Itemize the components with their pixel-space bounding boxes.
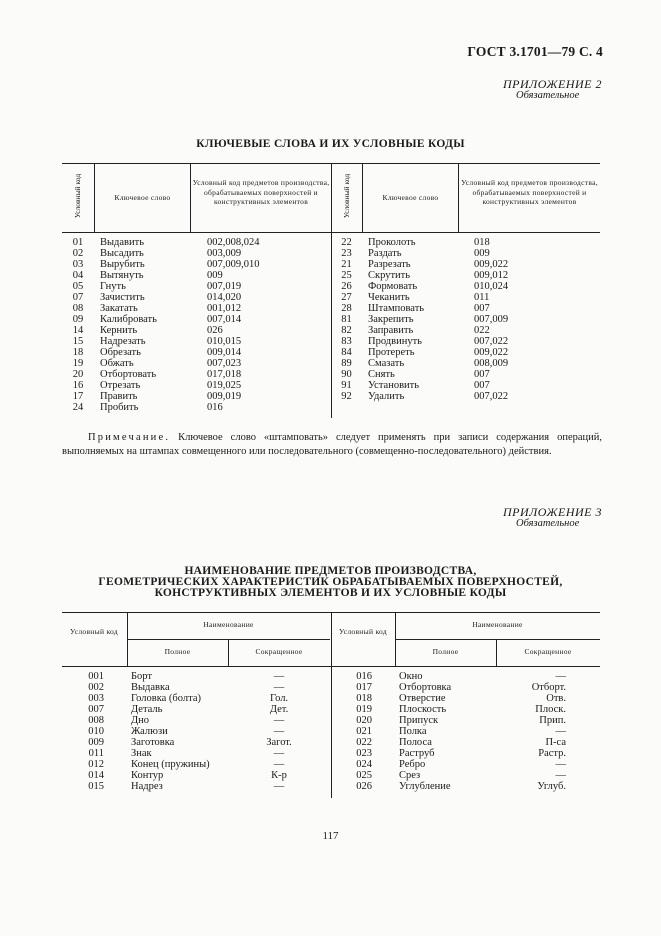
table-cell-keyword: Закрепить	[368, 314, 414, 325]
table-cell-full-name: Ребро	[399, 759, 426, 770]
t2-right-short-column	[496, 671, 566, 792]
table-cell-keyword: Высадить	[100, 248, 144, 259]
section-2-title-line-2: ГЕОМЕТРИЧЕСКИХ ХАРАКТЕРИСТИК ОБРАБАТЫВАЕМЫХ ПОВЕРХНОСТЕЙ,	[98, 576, 563, 588]
table-cell-code: 01	[72, 237, 84, 248]
t2-header-name-left: Наименование	[203, 620, 254, 629]
table-cell-short-name: —	[273, 781, 285, 792]
table-cell-value: 016	[207, 402, 223, 413]
t2-left-short-column	[228, 671, 330, 792]
page-number: 117	[322, 830, 339, 842]
table-cell-code: 84	[341, 347, 352, 358]
table-cell-code: 018	[356, 693, 372, 704]
table-cell-code: 14	[72, 325, 84, 336]
table-cell-code: 21	[341, 259, 352, 270]
table-cell-code: 18	[72, 347, 84, 358]
table-cell-keyword: Протереть	[368, 347, 415, 358]
table-cell-full-name: Заготовка	[131, 737, 175, 748]
section-1-title: КЛЮЧЕВЫЕ СЛОВА И ИХ УСЛОВНЫЕ КОДЫ	[196, 138, 465, 150]
table-cell-short-name: —	[273, 682, 285, 693]
table-cell-full-name: Срез	[399, 770, 421, 781]
note-paragraph	[62, 431, 602, 458]
table-cell-short-name: Отборт.	[531, 682, 566, 693]
table-cell-code: 83	[341, 336, 352, 347]
table-cell-code: 05	[72, 281, 84, 292]
t2-header-name-right: Наименование	[472, 620, 523, 629]
table-cell-keyword: Закатать	[100, 303, 138, 314]
table-cell-code: 007	[88, 704, 104, 715]
table-cell-keyword: Обжать	[100, 358, 134, 369]
t2-header-short-right: Сокращенное	[524, 647, 572, 656]
table-cell-code: 82	[341, 325, 352, 336]
header-cond-code-left: Условный код предметов производства, обрабатываемых поверхностей и конструктивных элементов	[192, 178, 330, 206]
table-cell-value: 009,014	[207, 347, 242, 358]
table-cell-value: 018	[474, 237, 490, 248]
table-cell-keyword: Разрезать	[368, 259, 411, 270]
table-cell-code: 02	[72, 248, 84, 259]
right-value-column	[474, 237, 508, 402]
table-cell-code: 001	[88, 671, 104, 682]
table-cell-value: 017,018	[207, 369, 242, 380]
table-cell-keyword: Отрезать	[100, 380, 141, 391]
table-cell-code: 89	[341, 358, 352, 369]
table-cell-value: 022	[474, 325, 490, 336]
t2-header-full-right: Полное	[432, 647, 459, 656]
table-cell-keyword: Гнуть	[100, 281, 126, 292]
table-cell-full-name: Надрез	[131, 781, 163, 792]
table-cell-full-name: Отбортовка	[399, 682, 452, 693]
table-cell-value: 001,012	[207, 303, 242, 314]
t2-header-code-right: Условный код	[339, 627, 387, 636]
table-cell-keyword: Отбортовать	[100, 369, 157, 380]
table-cell-code: 021	[356, 726, 372, 737]
table-cell-short-name: —	[555, 759, 566, 770]
table-cell-keyword: Формовать	[368, 281, 418, 292]
table-cell-value: 007,019	[207, 281, 242, 292]
note-label: Примечание.	[88, 432, 171, 443]
table-cell-short-name: —	[555, 726, 566, 737]
table-cell-keyword: Выдавить	[100, 237, 145, 248]
table-cell-full-name: Припуск	[399, 715, 439, 726]
table-cell-code: 012	[88, 759, 104, 770]
table-cell-short-name: П-са	[545, 737, 566, 748]
table-cell-keyword: Чеканить	[368, 292, 410, 303]
table-cell-full-name: Конец (пружины)	[131, 759, 210, 770]
table-cell-short-name: —	[273, 726, 285, 737]
table-cell-code: 26	[341, 281, 352, 292]
table-cell-keyword: Проколоть	[368, 237, 416, 248]
table-cell-code: 04	[72, 270, 84, 281]
table-cell-short-name: —	[273, 748, 285, 759]
table-cell-keyword: Вырубить	[100, 259, 145, 270]
table-cell-code: 003	[88, 693, 104, 704]
table-cell-keyword: Зачистить	[100, 292, 145, 303]
header-keyword-right: Ключевое слово	[382, 193, 439, 202]
table-cell-short-name: —	[555, 770, 566, 781]
t2-header-short-left: Сокращенное	[255, 647, 303, 656]
table-cell-short-name: Дет.	[269, 704, 289, 715]
table-cell-value: 007,022	[474, 391, 509, 402]
t2-right-code-column	[331, 671, 372, 792]
table-cell-full-name: Знак	[131, 748, 152, 759]
table-cell-value: 007,009	[474, 314, 509, 325]
table-cell-short-name: Загот.	[266, 737, 292, 748]
table-cell-full-name: Выдавка	[131, 682, 170, 693]
table-cell-full-name: Окно	[399, 671, 423, 682]
table-cell-short-name: Прип.	[539, 715, 566, 726]
table-cell-code: 27	[341, 292, 352, 303]
table-cell-keyword: Заправить	[368, 325, 414, 336]
table-cell-code: 019	[356, 704, 372, 715]
table-cell-code: 025	[356, 770, 372, 781]
table-cell-keyword: Штамповать	[368, 303, 425, 314]
table-cell-value: 011	[474, 292, 490, 303]
table-cell-keyword: Надрезать	[100, 336, 146, 347]
table-cell-code: 92	[341, 391, 352, 402]
table-cell-code: 026	[356, 781, 372, 792]
table-cell-code: 08	[72, 303, 84, 314]
header-code-right: Условный код	[342, 173, 351, 219]
table-cell-code: 009	[88, 737, 104, 748]
table-cell-short-name: —	[273, 715, 285, 726]
table-cell-code: 19	[72, 358, 84, 369]
table-cell-full-name: Дно	[131, 715, 150, 726]
table-cell-short-name: Растр.	[538, 748, 566, 759]
table-cell-short-name: К-р	[271, 770, 287, 781]
table-cell-value: 026	[207, 325, 223, 336]
table-cell-keyword: Пробить	[100, 402, 139, 413]
table-cell-value: 009,019	[207, 391, 242, 402]
table-cell-short-name: Гол.	[269, 693, 289, 704]
table-cell-code: 014	[88, 770, 104, 781]
table-cell-keyword: Скрутить	[368, 270, 411, 281]
right-code-column	[331, 237, 362, 402]
table-cell-value: 009,022	[474, 347, 509, 358]
table-cell-short-name: —	[555, 671, 566, 682]
table-cell-value: 002,008,024	[207, 237, 260, 248]
table-cell-keyword: Смазать	[368, 358, 405, 369]
table-cell-value: 009,022	[474, 259, 509, 270]
right-keyword-column	[368, 237, 424, 402]
table-cell-value: 009	[207, 270, 223, 281]
appendix-3-subtitle: Обязательное	[516, 518, 580, 529]
table-cell-code: 28	[341, 303, 352, 314]
table-cell-value: 008,009	[474, 358, 509, 369]
table-cell-code: 024	[356, 759, 372, 770]
table-cell-short-name: —	[273, 671, 285, 682]
table-cell-value: 007,023	[207, 358, 242, 369]
table-cell-code: 09	[72, 314, 84, 325]
appendix-2-subtitle: Обязательное	[516, 90, 580, 101]
table-cell-keyword: Установить	[368, 380, 420, 391]
table-cell-value: 007,022	[474, 336, 509, 347]
table-cell-code: 23	[341, 248, 352, 259]
table-cell-keyword: Удалить	[368, 391, 405, 402]
table-cell-code: 24	[72, 402, 84, 413]
table-cell-value: 007,014	[207, 314, 242, 325]
t2-left-full-column	[131, 671, 210, 792]
t2-header-full-left: Полное	[164, 647, 191, 656]
table-cell-value: 007	[474, 369, 490, 380]
table-cell-code: 17	[72, 391, 84, 402]
left-keyword-column	[100, 237, 157, 413]
table-cell-short-name: Углуб.	[537, 781, 566, 792]
table-cell-code: 011	[88, 748, 104, 759]
table-cell-keyword: Править	[100, 391, 138, 402]
table-cell-full-name: Жалюзи	[131, 726, 168, 737]
table-cell-short-name: —	[273, 759, 285, 770]
table-cell-code: 03	[72, 259, 84, 270]
header-code-left: Условный код	[73, 173, 82, 219]
table-cell-value: 007,009,010	[207, 259, 260, 270]
table-cell-code: 020	[356, 715, 372, 726]
table-cell-keyword: Калибровать	[100, 314, 157, 325]
appendix-2-title: ПРИЛОЖЕНИЕ 2	[503, 77, 602, 91]
table-cell-short-name: Отв.	[546, 693, 566, 704]
table-cell-code: 022	[356, 737, 372, 748]
table-cell-value: 007	[474, 380, 490, 391]
table-cell-full-name: Головка (болта)	[131, 693, 201, 704]
table-cell-code: 023	[356, 748, 372, 759]
t2-right-full-column	[399, 671, 451, 792]
section-2-title-line-1: НАИМЕНОВАНИЕ ПРЕДМЕТОВ ПРОИЗВОДСТВА,	[184, 565, 477, 577]
table-cell-keyword: Кернить	[100, 325, 138, 336]
table-cell-code: 91	[341, 380, 352, 391]
document-header: ГОСТ 3.1701—79 С. 4	[467, 44, 603, 59]
table-cell-full-name: Отверстие	[399, 693, 446, 704]
table-cell-code: 15	[72, 336, 84, 347]
table-cell-value: 003,009	[207, 248, 242, 259]
table-cell-keyword: Вытянуть	[100, 270, 144, 281]
table-cell-full-name: Деталь	[131, 704, 163, 715]
table-cell-value: 009	[474, 248, 490, 259]
header-keyword-left: Ключевое слово	[114, 193, 171, 202]
table-cell-code: 010	[88, 726, 104, 737]
table-cell-full-name: Плоскость	[399, 704, 447, 715]
table-cell-full-name: Контур	[131, 770, 164, 781]
table-cell-full-name: Борт	[131, 671, 152, 682]
t2-left-code-column	[62, 671, 104, 792]
table-cell-full-name: Полоса	[399, 737, 432, 748]
table-cell-keyword: Обрезать	[100, 347, 141, 358]
table-cell-code: 002	[88, 682, 104, 693]
table-cell-keyword: Раздать	[368, 248, 402, 259]
table-cell-code: 016	[356, 671, 372, 682]
note-text: Ключевое слово «штамповать» следует применять при записи содержания операций, выполняемых на штампах совмещенного или последовательного (совмещенно-последовательного) действия.	[62, 432, 602, 457]
table-cell-value: 010,015	[207, 336, 242, 347]
table-cell-code: 008	[88, 715, 104, 726]
table-cell-code: 07	[72, 292, 84, 303]
table-cell-value: 007	[474, 303, 490, 314]
table-cell-code: 25	[341, 270, 352, 281]
table-cell-code: 22	[341, 237, 352, 248]
appendix-3-title: ПРИЛОЖЕНИЕ 3	[503, 505, 602, 519]
table-cell-value: 009,012	[474, 270, 509, 281]
table-cell-keyword: Продвинуть	[368, 336, 422, 347]
table-cell-keyword: Снять	[368, 369, 395, 380]
table-cell-full-name: Раструб	[399, 748, 435, 759]
table-cell-value: 019,025	[207, 380, 242, 391]
table-cell-code: 90	[341, 369, 352, 380]
table-cell-full-name: Углубление	[399, 781, 451, 792]
table-cell-code: 015	[88, 781, 104, 792]
table-cell-code: 017	[356, 682, 372, 693]
table-cell-value: 010,024	[474, 281, 509, 292]
table-cell-value: 014,020	[207, 292, 242, 303]
table-cell-short-name: Плоск.	[535, 704, 566, 715]
header-cond-code-right: Условный код предметов производства, обрабатываемых поверхностей и конструктивных элементов	[461, 178, 598, 206]
t2-header-code-left: Условный код	[70, 627, 118, 636]
table-cell-code: 16	[72, 380, 84, 391]
table-cell-code: 81	[341, 314, 352, 325]
table-cell-code: 20	[72, 369, 84, 380]
left-code-column	[62, 237, 94, 413]
section-2-title-line-3: КОНСТРУКТИВНЫХ ЭЛЕМЕНТОВ И ИХ УСЛОВНЫЕ КОДЫ	[154, 587, 507, 599]
left-value-column	[207, 237, 260, 413]
table-cell-full-name: Полка	[399, 726, 427, 737]
